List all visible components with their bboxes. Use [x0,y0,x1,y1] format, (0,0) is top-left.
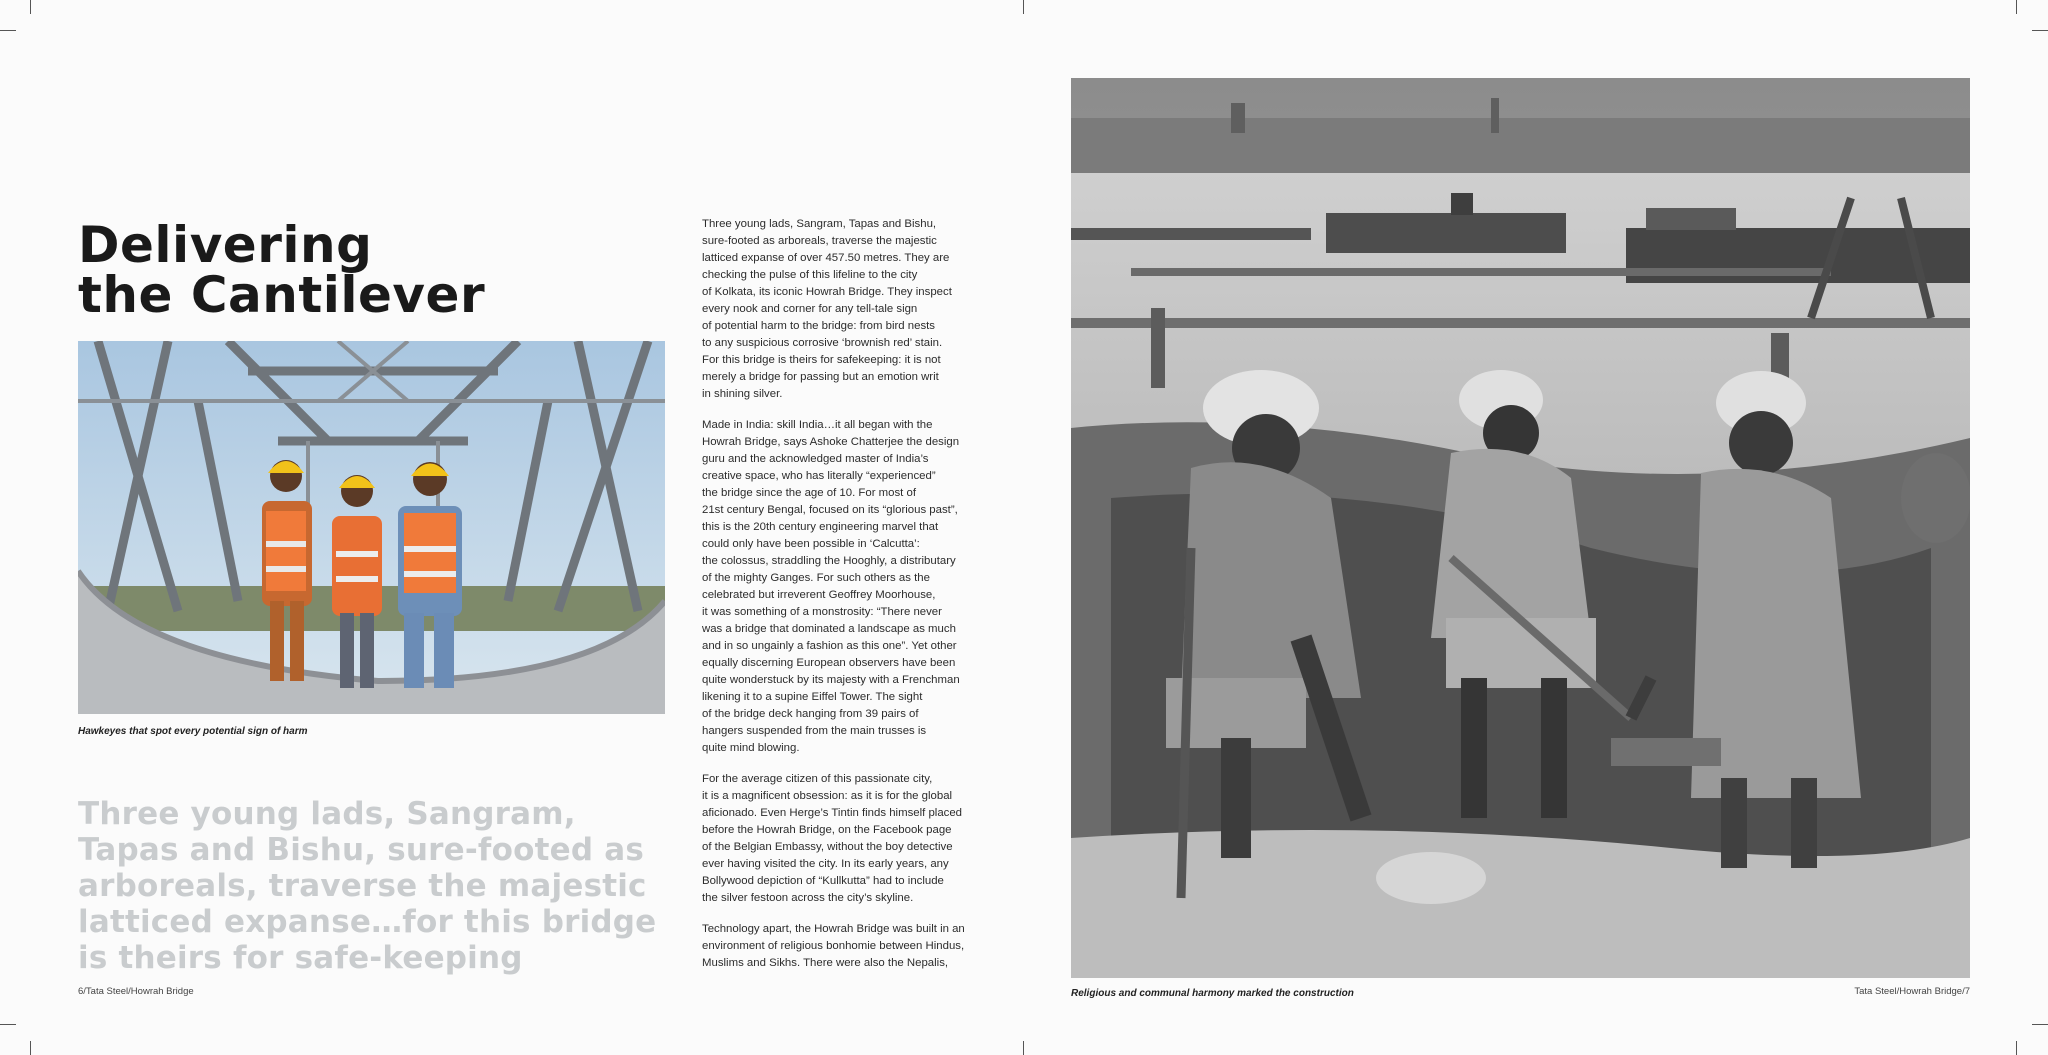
crop-mark [30,1041,31,1055]
crop-mark [0,30,16,31]
crop-mark [1023,1041,1024,1055]
title-line-1: Delivering [78,216,373,274]
crop-mark [30,0,31,14]
crop-mark [2016,0,2017,14]
folio-right: Tata Steel/Howrah Bridge/7 [1854,986,1970,997]
crop-mark [2016,1041,2017,1055]
body-paragraph: For the average citizen of this passionate city, it is a magnificent obsession: as it is for the global aficionado. Even Herge’s Tintin finds himself placed before the Howrah Bridge, on the Facebook page of the Belgian Embassy, without the boy detective ever having visited the city. In its early years, any Bollywood depiction of “Kullkutta” had to include the silver festoon across the city’s skyline. [702,773,963,904]
body-paragraph: Three young lads, Sangram, Tapas and Bishu, sure-footed as arboreals, traverse the majestic latticed expanse of over 457.50 metres. They are checking the pulse of this lifeline to the city of Kolkata, its iconic Howrah Bridge. They inspect every nook and corner for any tell-tale sign of potential harm to the bridge: from bird nests to any suspicious corrosive ‘brownish red’ stain. For this bridge is theirs for safekeeping: it is not merely a bridge for passing but an emotion writ in shining silver. [702,218,952,400]
title-line-2: the Cantilever [78,266,486,324]
folio-left: 6/Tata Steel/Howrah Bridge [78,986,194,997]
historical-construction-photo [1071,78,1970,978]
pull-quote: Three young lads, Sangram, Tapas and Bishu, sure-footed as arboreals, traverse the majestic latticed expanse…for this bridge is theirs for safe-keeping [78,796,657,976]
crop-mark [2032,1024,2048,1025]
body-text-column [702,216,987,986]
crop-mark [2032,30,2048,31]
photo-caption-right: Religious and communal harmony marked the construction [1071,988,1354,999]
workers-on-bridge-photo [78,341,665,714]
body-paragraph: Made in India: skill India…it all began with the Howrah Bridge, says Ashoke Chatterjee the design guru and the acknowledged master of India’s creative space, who has literally “experienced” the bridge since the age of 10. For most of 21st century Bengal, focused on its “glorious past”, this is the 20th century engineering marvel that could only have been possible in ‘Calcutta’: the colossus, straddling the Hooghly, a distributary of the mighty Ganges. For such others as the celebrated but irreverent Geoffrey Moorhouse, it was something of a monstrosity: “There never was a bridge that dominated a landscape as much and in so ungainly a fashion as this one”. Yet other equally discerning European observers have been quite wonderstuck by its majesty with a Frenchman likening it to a supine Eiffel Tower. The sight of the bridge deck hanging from 39 pairs of hangers suspended from the main trusses is quite mind blowing. [702,419,960,754]
crop-mark [1023,0,1024,14]
photo-caption-left: Hawkeyes that spot every potential sign of harm [78,726,308,737]
page-title [78,216,486,324]
body-paragraph: Technology apart, the Howrah Bridge was built in an environment of religious bonhomie between Hindus, Muslims and Sikhs. There were also the Nepalis, [702,923,965,969]
crop-mark [0,1024,16,1025]
